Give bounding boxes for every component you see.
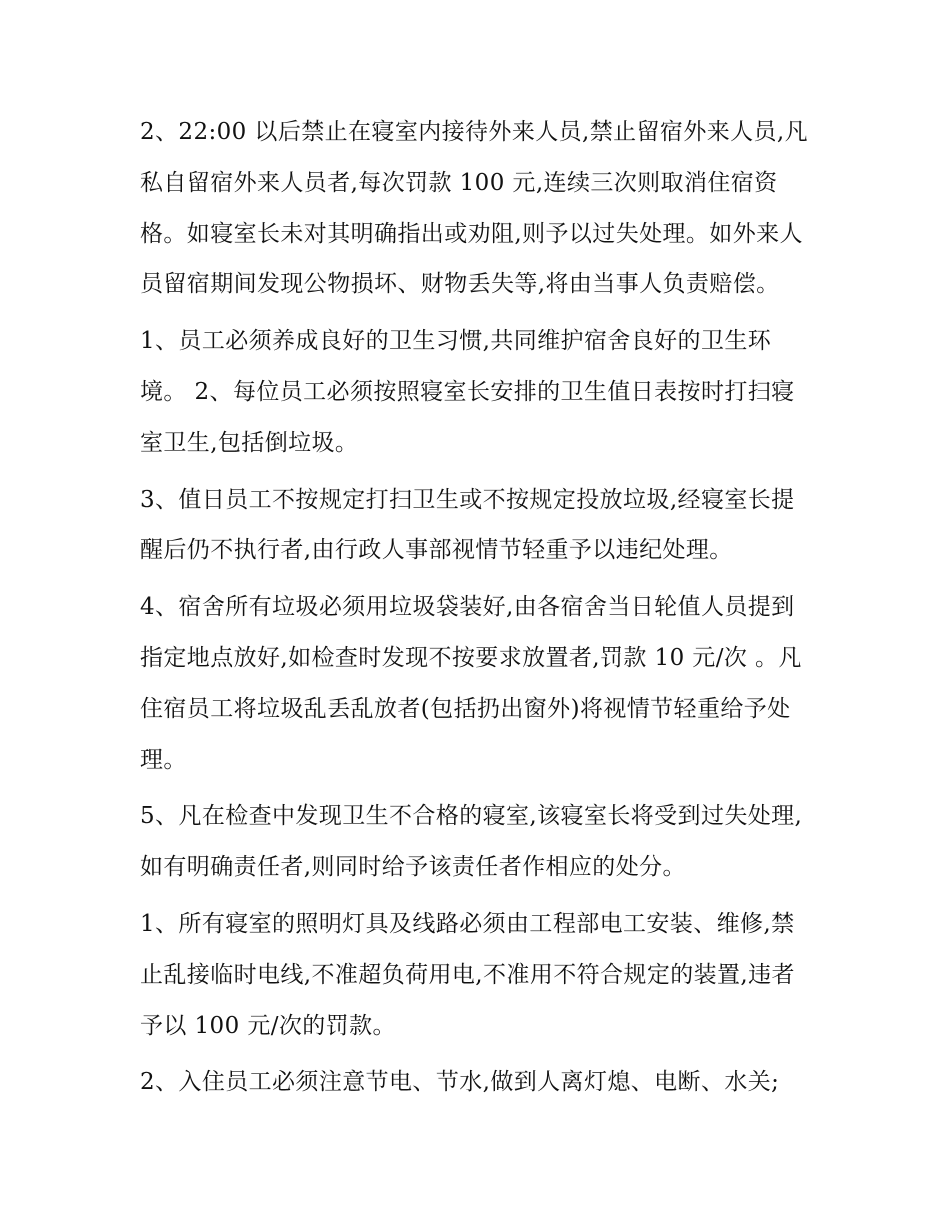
paragraph-duty-violation: 3、值日员工不按规定打扫卫生或不按规定投放垃圾,经寝室长提醒后仍不执行者,由行政人事部视情节轻重予以违纪处理。 xyxy=(140,486,795,564)
paragraph-hygiene-duty: 1、员工必须养成良好的卫生习惯,共同维护宿舍良好的卫生环境。 2、每位员工必须按照寝室长安排的卫生值日表按时打扫寝室卫生,包括倒垃圾。 xyxy=(140,328,795,456)
paragraph-visitor-rules: 2、22:00 以后禁止在寝室内接待外来人员,禁止留宿外来人员,凡私自留宿外来人员者,每次罚款 100 元,连续三次则取消住宿资格。如寝室长未对其明确指出或劝阻,则予以过失处理。如外来人员留宿期间发现公物损坏、财物丢失等,将由当事人负责赔偿。 xyxy=(140,119,809,298)
paragraph-garbage-rules: 4、宿舍所有垃圾必须用垃圾袋装好,由各宿舍当日轮值人员提到指定地点放好,如检查时发现不按要求放置者,罚款 10 元/次 。凡住宿员工将垃圾乱丢乱放者(包括扔出窗外)将视情节轻重给予处理。 xyxy=(140,594,802,773)
paragraph-inspection: 5、凡在检查中发现卫生不合格的寝室,该寝室长将受到过失处理,如有明确责任者,则同时给予该责任者作相应的处分。 xyxy=(140,803,803,881)
document-body xyxy=(140,107,810,1114)
paragraph-electrical-rules: 1、所有寝室的照明灯具及线路必须由工程部电工安装、维修,禁止乱接临时电线,不准超负荷用电,不准用不符合规定的装置,违者予以 100 元/次的罚款。 xyxy=(140,910,795,1039)
paragraph-energy-saving: 2、入住员工必须注意节电、节水,做到人离灯熄、电断、水关; xyxy=(140,1069,780,1096)
